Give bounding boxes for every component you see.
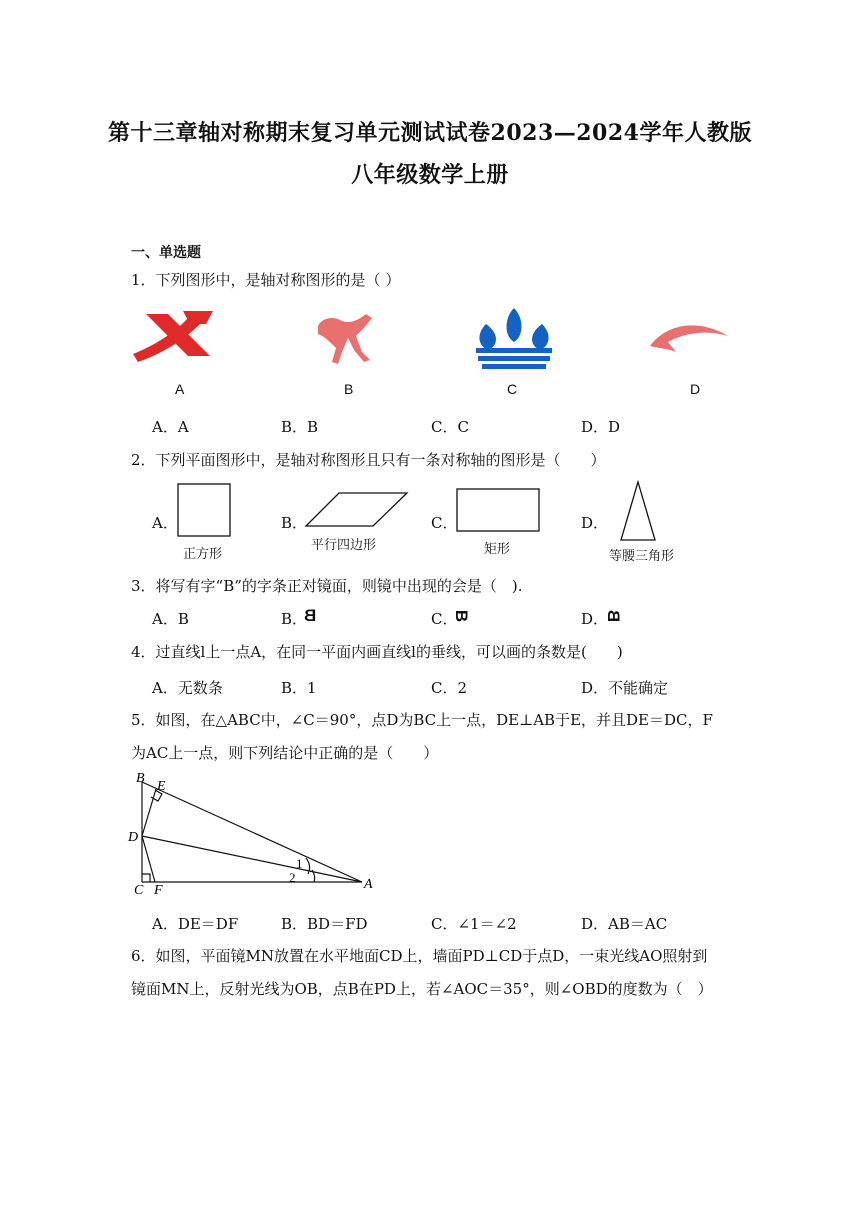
rotated-b-glyph-d: B [604, 609, 624, 623]
q4-option-c[interactable]: C．2 [431, 679, 468, 697]
q5-option-c[interactable]: C．∠1＝∠2 [431, 915, 517, 933]
logo-b-image [312, 308, 382, 368]
fig-label-e: E [157, 779, 166, 794]
doc-title-line1: 第十三章轴对称期末复习单元测试试卷2023—2024学年人教版 [108, 120, 752, 146]
question-2-text: 2．下列平面图形中，是轴对称图形且只有一条对称轴的图形是（ ） [131, 451, 606, 469]
q1-option-d[interactable]: D．D [581, 418, 621, 436]
image-label-d: D [690, 381, 701, 397]
mirrored-b-glyph: B [304, 606, 317, 625]
q2-option-b[interactable]: B． [281, 514, 308, 532]
isosceles-triangle-shape [617, 480, 659, 542]
q1-option-a[interactable]: A．A [152, 418, 189, 436]
q3-option-a[interactable]: A．B [152, 610, 189, 628]
q2-caption-rectangle: 矩形 [484, 542, 511, 557]
q2-option-d[interactable]: D． [581, 514, 609, 532]
parallelogram-shape [303, 490, 411, 530]
q1-option-b[interactable]: B．B [281, 418, 319, 436]
square-shape [176, 482, 232, 538]
q2-caption-square: 正方形 [183, 547, 223, 562]
logo-d-image [646, 318, 732, 358]
q4-option-a[interactable]: A．无数条 [152, 679, 223, 697]
fig-label-a: A [364, 877, 373, 892]
image-label-a: A [175, 381, 185, 397]
q4-option-d[interactable]: D．不能确定 [581, 679, 669, 697]
fig-label-c: C [134, 883, 144, 896]
question-5-line1: 5．如图，在△ABC中，∠C＝90°，点D为BC上一点，DE⊥AB于E，并且DE＝DC，F [131, 711, 713, 729]
q2-option-c[interactable]: C． [431, 514, 458, 532]
logo-a-image [128, 306, 218, 366]
q2-caption-parallelogram: 平行四边形 [311, 538, 377, 553]
q5-option-b[interactable]: B．BD＝FD [281, 915, 368, 933]
question-4-text: 4．过直线l上一点A，在同一平面内画直线l的垂线，可以画的条数是( ) [131, 643, 623, 661]
image-label-b: B [344, 381, 354, 397]
q3-option-b[interactable]: B． [281, 610, 308, 628]
question-6-line1: 6．如图，平面镜MN放置在水平地面CD上，墙面PD⊥CD于点D，一束光线AO照射到 [131, 947, 708, 965]
fig-label-angle1: 1 [296, 856, 303, 871]
question-6-line2: 镜面MN上，反射光线为OB，点B在PD上，若∠AOC＝35°，则∠OBD的度数为（ ） [131, 980, 713, 998]
section-heading: 一、单选题 [131, 245, 201, 261]
rotated-b-glyph-c: B [452, 609, 472, 623]
rectangle-shape [455, 487, 541, 533]
q5-option-d[interactable]: D．AB＝AC [581, 915, 668, 933]
question-5-line2: 为AC上一点，则下列结论中正确的是（ ） [131, 744, 439, 762]
fig-label-f: F [154, 883, 163, 896]
q1-option-c[interactable]: C．C [431, 418, 469, 436]
doc-title-line2: 八年级数学上册 [351, 162, 509, 188]
image-label-c: C [507, 381, 518, 397]
q5-option-a[interactable]: A．DE＝DF [152, 915, 239, 933]
fig-label-angle2: 2 [289, 870, 296, 885]
question-3-text: 3．将写有字“B”的字条正对镜面，则镜中出现的会是（ ). [131, 577, 523, 595]
logo-c-image [472, 306, 556, 370]
triangle-abc-figure [126, 770, 386, 896]
question-1-text: 1．下列图形中，是轴对称图形的是（ ） [131, 271, 401, 289]
q3-option-d[interactable]: D． [581, 610, 609, 628]
q2-caption-triangle: 等腰三角形 [609, 549, 675, 564]
fig-label-d: D [128, 830, 139, 845]
q2-option-a[interactable]: A． [152, 514, 178, 532]
q3-option-c[interactable]: C． [431, 610, 458, 628]
q4-option-b[interactable]: B．1 [281, 679, 317, 697]
fig-label-b: B [136, 771, 145, 786]
